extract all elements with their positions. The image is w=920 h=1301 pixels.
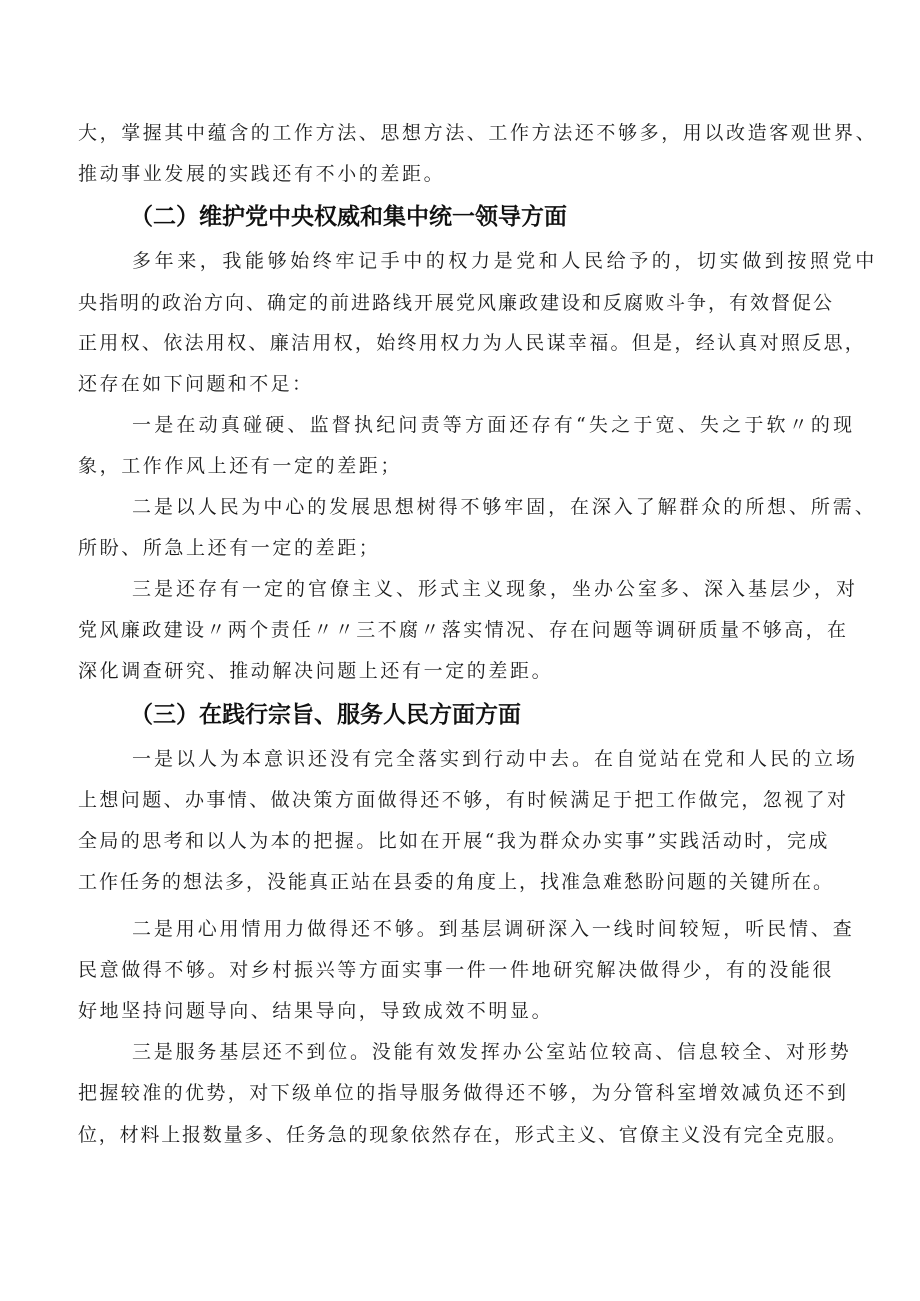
paragraph-line: 象，工作作风上还有一定的差距；: [78, 455, 403, 477]
paragraph-line: 深化调查研究、推动解决问题上还有一定的差距。: [78, 660, 554, 682]
paragraph-line: 央指明的政治方向、确定的前进路线开展党风廉政建设和反腐败斗争，有效督促公: [78, 292, 835, 314]
paragraph-line: 党风廉政建设〃两个责任〃〃三不腐〃落实情况、存在问题等调研质量不够高，在: [78, 619, 849, 641]
paragraph-line: 把握较准的优势，对下级单位的指导服务做得还不够，为分管科室增效减负还不到: [78, 1082, 849, 1104]
paragraph-line: 工作任务的想法多，没能真正站在县委的角度上，找准急难愁盼问题的关键所在。: [78, 871, 835, 893]
paragraph-line: 多年来，我能够始终牢记手中的权力是党和人民给予的，切实做到按照党中: [132, 250, 878, 272]
paragraph-line: 位，材料上报数量多、任务急的现象依然存在，形式主义、官僚主义没有完全克服。: [78, 1124, 848, 1146]
paragraph-line: 所盼、所急上还有一定的差距；: [78, 537, 381, 559]
section-heading-3: （三）在践行宗旨、服务人民方面方面: [130, 702, 521, 728]
intro-line: 推动事业发展的实践还有不小的差距。: [78, 163, 446, 185]
paragraph-line: 民意做得不够。对乡村振兴等方面实事一件一件地研究解决做得少，有的没能很: [78, 959, 835, 981]
paragraph-line: 上想问题、办事情、做决策方面做得还不够，有时候满足于把工作做完，忽视了对: [78, 789, 849, 811]
paragraph-line: 还存在如下问题和不足：: [78, 373, 314, 395]
paragraph-line: 正用权、依法用权、廉洁用权，始终用权力为人民谋幸福。但是，经认真对照反思，: [78, 332, 867, 354]
intro-line: 大，掌握其中蕴含的工作方法、思想方法、工作方法还不够多，用以改造客观世界、: [78, 122, 878, 144]
section-heading-2: （二）维护党中央权威和集中统一领导方面: [130, 204, 567, 230]
paragraph-line: 一是以人为本意识还没有完全落实到行动中去。在自觉站在党和人民的立场: [132, 748, 859, 770]
paragraph-line: 二是以人民为中心的发展思想树得不够牢固，在深入了解群众的所想、所需、: [132, 496, 877, 518]
paragraph-line: 三是还存有一定的官僚主义、形式主义现象，坐办公室多、深入基层少，对: [132, 578, 859, 600]
paragraph-line: 好地坚持问题导向、结果导向，导致成效不明显。: [78, 1000, 554, 1022]
paragraph-line: 二是用心用情用力做得还不够。到基层调研深入一线时间较短，听民情、查: [132, 918, 855, 940]
paragraph-line: 三是服务基层还不到位。没能有效发挥办公室站位较高、信息较全、对形势: [132, 1041, 852, 1063]
paragraph-line: 全局的思考和以人为本的把握。比如在开展“我为群众办实事”实践活动时，完成: [78, 830, 830, 852]
paragraph-line: 一是在动真碰硬、监督执纪问责等方面还存有“失之于宽、失之于软〃的现: [132, 414, 856, 436]
